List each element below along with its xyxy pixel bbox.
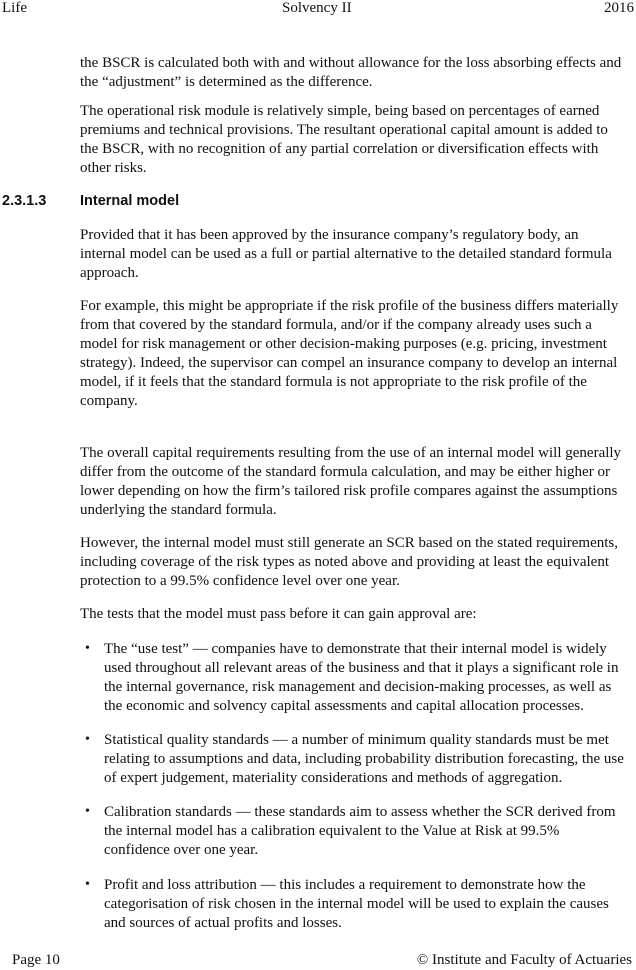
text-line: Profit and loss attribution — this includes a requirement to demonstrate how the xyxy=(104,877,586,893)
footer-page-number: Page 10 xyxy=(12,952,60,968)
text-line: the internal model has a calibration equivalent to the Value at Risk at 99.5% xyxy=(104,823,560,839)
text-line: the internal governance, risk management and decision-making processes, as well as xyxy=(104,679,612,695)
text-line: company. xyxy=(80,393,138,409)
paragraph xyxy=(80,226,612,283)
text-line: categorisation of risk chosen in the internal model will be used to explain the causes xyxy=(104,896,609,912)
paragraph xyxy=(80,444,621,520)
text-line: used throughout all relevant areas of the business and that it plays a significant role in xyxy=(104,660,619,676)
section-number: 2.3.1.3 xyxy=(2,193,47,209)
paragraph xyxy=(80,297,618,411)
text-line: premiums and technical provisions. The resultant operational capital amount is added to xyxy=(80,122,608,138)
footer-copyright: © Institute and Faculty of Actuaries xyxy=(416,952,632,968)
text-line: The operational risk module is relatively simple, being based on percentages of earned xyxy=(80,103,600,119)
text-line: and sources of actual profits and losses. xyxy=(104,915,342,931)
bullet-item xyxy=(104,876,609,933)
text-line: The tests that the model must pass before it can gain approval are: xyxy=(80,606,477,622)
bullet-item xyxy=(104,640,618,716)
text-line: approach. xyxy=(80,265,139,281)
paragraph xyxy=(80,534,618,591)
header-right: 2016 xyxy=(604,0,634,16)
text-line: other risks. xyxy=(80,160,147,176)
text-line: of expert judgement, materiality considerations and methods of aggregation. xyxy=(104,770,563,786)
text-line: model, if it feels that the standard formula is not appropriate to the risk profile of the xyxy=(80,374,587,390)
bullet-item xyxy=(104,803,616,860)
text-line: protection to a 99.5% confidence level over one year. xyxy=(80,573,400,589)
text-line: from that covered by the standard formula, and/or if the company already uses such a xyxy=(80,317,592,333)
text-line: Statistical quality standards — a number of minimum quality standards must be met xyxy=(104,732,609,748)
text-line: Provided that it has been approved by the insurance company’s regulatory body, an xyxy=(80,227,579,243)
text-line: the economic and solvency capital assessments and capital allocation processes. xyxy=(104,698,584,714)
text-line: including coverage of the risk types as noted above and providing at least the equivalent xyxy=(80,554,610,570)
paragraph xyxy=(80,102,608,178)
text-line: underlying the standard formula. xyxy=(80,502,277,518)
text-line: The overall capital requirements resulting from the use of an internal model will generally xyxy=(80,445,622,461)
text-line: internal model can be used as a full or partial alternative to the detailed standard formula xyxy=(80,246,612,262)
header-center: Solvency II xyxy=(282,0,352,16)
bullet-icon: • xyxy=(85,641,90,656)
text-line: the “adjustment” is determined as the difference. xyxy=(80,74,373,90)
text-line: the BSCR is calculated both with and without allowance for the loss absorbing effects and xyxy=(80,55,622,71)
text-line: relating to assumptions and data, including probability distribution forecasting, the use xyxy=(104,751,624,767)
text-line: lower depending on how the firm’s tailored risk profile compares against the assumptions xyxy=(80,483,618,499)
bullet-item xyxy=(104,731,624,788)
text-line: strategy). Indeed, the supervisor can compel an insurance company to develop an internal xyxy=(80,355,618,371)
text-line: Calibration standards — these standards aim to assess whether the SCR derived from xyxy=(104,804,616,820)
text-line: However, the internal model must still generate an SCR based on the stated requirements, xyxy=(80,535,619,551)
text-line: the BSCR, with no recognition of any partial correlation or diversification effects with xyxy=(80,141,599,157)
text-line: For example, this might be appropriate if the risk profile of the business differs materially xyxy=(80,298,619,314)
bullet-icon: • xyxy=(85,804,90,819)
text-line: model for risk management or other decision-making purposes (e.g. pricing, investment xyxy=(80,336,607,352)
section-title: Internal model xyxy=(80,193,180,209)
bullet-icon: • xyxy=(85,877,90,892)
paragraph xyxy=(80,605,477,624)
bullet-icon: • xyxy=(85,732,90,747)
paragraph xyxy=(80,54,621,92)
text-line: differ from the outcome of the standard formula calculation, and may be either higher or xyxy=(80,464,610,480)
text-line: The “use test” — companies have to demonstrate that their internal model is widely xyxy=(104,641,607,657)
text-line: confidence over one year. xyxy=(104,842,259,858)
header-left: Life xyxy=(2,0,27,16)
